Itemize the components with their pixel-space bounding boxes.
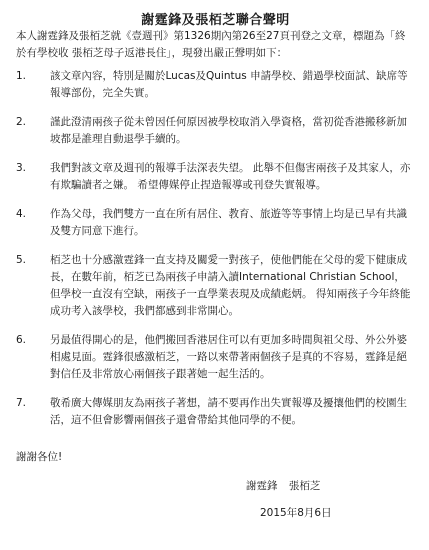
item-text: 栢芝也十分感激霆鋒一直支持及關愛一對孩子，使他們能在父母的愛下健康成長，在數年前，栢芝已為兩孩子申請入讀International Christian School，但學校一直沒有空缺，兩孩子一直學業表現及成績彪炳。 得知兩孩子今年終能成功考入該學校，我們都感到非常開心。: [50, 254, 411, 317]
item-text: 我們對該文章及週刊的報導手法深表失望。 此舉不但傷害兩孩子及其家人，亦有欺騙讀者之嫌。 希望傳媒停止捏造報導或刊登失實報導。: [50, 162, 411, 191]
closing-thanks: 謝謝各位!: [16, 451, 63, 463]
statement-item: [16, 252, 415, 320]
item-text: 該文章內容，特別是關於Lucas及Quintus 申請學校、錯過學校面試、缺席等報導部份，完全失實。: [50, 70, 408, 99]
item-number: 6.: [16, 334, 27, 346]
item-text: 敬希廣大傳媒朋友為兩孩子著想，請不要再作出失實報導及擾攘他們的校園生活，這不但會影響兩個孩子還會帶給其他同學的不便。: [50, 397, 407, 426]
item-text: 作為父母，我們雙方一直在所有居住、教育、旅遊等等事情上均是已早有共識及雙方同意下進行。: [50, 208, 407, 237]
statement-item: [16, 114, 415, 148]
item-text: 另最值得開心的是，他們搬回香港居住可以有更加多時間與祖父母、外公外婆相處見面。霆鋒很感激栢芝，一路以來帶著兩個孩子是真的不容易，霆鋒是絕對信任及非常放心兩個孩子跟著她一起生活的。: [50, 334, 407, 380]
statement-item: [16, 206, 415, 240]
statement-date: 2015年8月6日: [260, 507, 332, 519]
item-number: 3.: [16, 162, 27, 174]
item-number: 5.: [16, 254, 27, 266]
statement-item: [16, 160, 415, 194]
item-number: 4.: [16, 208, 27, 220]
statement-title: 謝霆鋒及張栢芝聯合聲明: [141, 13, 290, 28]
item-number: 7.: [16, 397, 27, 409]
item-text: 謹此澄清兩孩子從未曾因任何原因被學校取消入學資格，當初從香港搬移新加坡都是誰理自動退學手續的。: [50, 116, 407, 145]
item-number: 1.: [16, 70, 27, 82]
statement-item: [16, 68, 415, 102]
signatures: 謝霆鋒 張栢芝: [246, 480, 321, 492]
item-number: 2.: [16, 116, 27, 128]
statement-item: [16, 332, 415, 383]
statement-item: [16, 395, 415, 429]
intro-paragraph: 本人謝霆鋒及張栢芝就《壹週刊》第1326期內第26至27頁刊登之文章，標題為「終於有學校收 張栢芝母子返港長住」，現發出嚴正聲明如下：: [16, 30, 406, 59]
